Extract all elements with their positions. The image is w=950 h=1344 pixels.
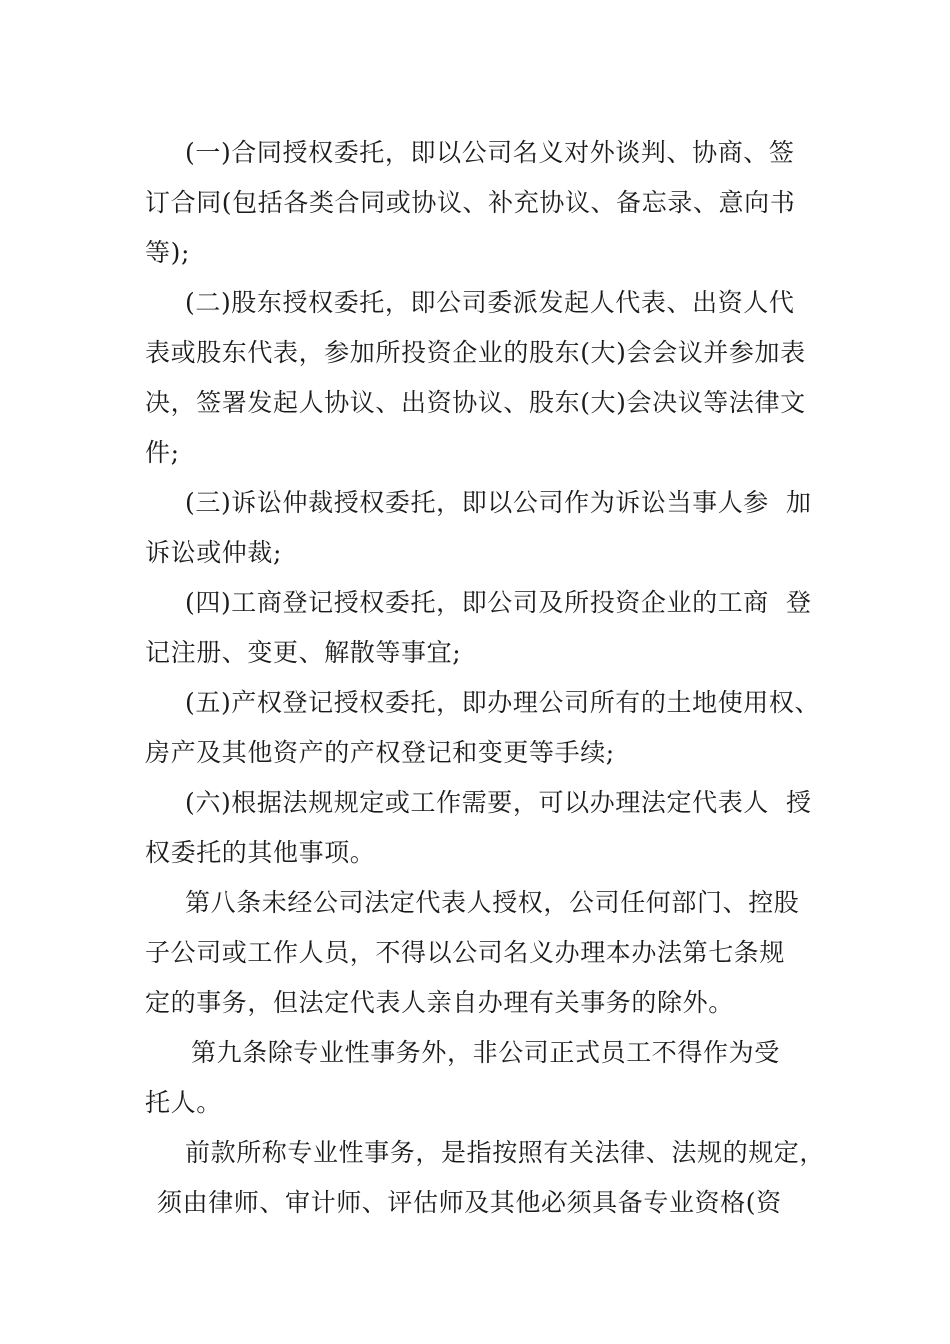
text-line: 等); [145,238,190,267]
text-line: (四)工商登记授权委托，即公司及所投资企业的工商 登 [185,588,812,617]
text-line: 订合同(包括各类合同或协议、补充协议、备忘录、意向书 [145,188,796,217]
text-line: 须由律师、审计师、评估师及其他必须具备专业资格(资 [157,1188,782,1217]
document-body [145,128,826,1228]
text-line: 诉讼或仲裁; [145,538,283,567]
text-line: 决，签署发起人协议、出资协议、股东(大)会决议等法律文 [145,388,806,417]
text-line: (五)产权登记授权委托，即办理公司所有的土地使用权、 [185,688,821,717]
text-line: 第八条未经公司法定代表人授权，公司任何部门、控股 [185,888,800,917]
text-line: 子公司或工作人员，不得以公司名义办理本办法第七条规 [145,938,786,967]
text-line: 第九条除专业性事务外，非公司正式员工不得作为受 [191,1038,780,1067]
text-line: 件; [145,438,180,467]
text-line: (三)诉讼仲裁授权委托，即以公司作为诉讼当事人参 加 [185,488,812,517]
text-line: (六)根据法规规定或工作需要，可以办理法定代表人 授 [185,788,812,817]
text-line: 房产及其他资产的产权登记和变更等手续; [145,738,615,767]
text-line: 前款所称专业性事务，是指按照有关法律、法规的规定， [185,1138,826,1167]
text-line: (二)股东授权委托，即公司委派发起人代表、出资人代 [185,288,795,317]
text-line: 托人。 [145,1088,222,1117]
text-line: 定的事务，但法定代表人亲自办理有关事务的除外。 [145,988,734,1017]
text-line: 权委托的其他事项。 [145,838,376,867]
text-line: 表或股东代表，参加所投资企业的股东(大)会会议并参加表 [145,338,806,367]
text-line: (一)合同授权委托，即以公司名义对外谈判、协商、签 [185,138,795,167]
text-line: 记注册、变更、解散等事宜; [145,638,462,667]
